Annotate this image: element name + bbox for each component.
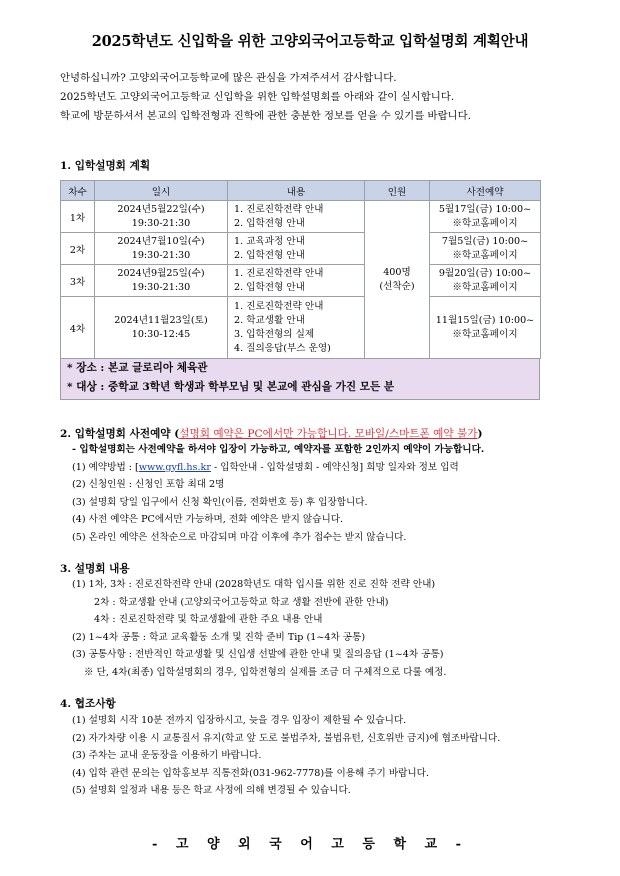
header-content: 내용 [228, 181, 365, 201]
plan-table [60, 180, 541, 359]
date-text: 2024년11월23일(토) [114, 314, 208, 326]
intro-line: 학교에 방문하셔서 본교의 입학전형과 진학에 관한 충분한 정보를 얻을 수 있기를 바랍니다. [60, 110, 472, 122]
capacity-text: 400명 [383, 266, 411, 278]
round-cell: 1차 [61, 201, 95, 233]
time-text: 19:30-21:30 [131, 217, 191, 229]
reservation-date: 9월20일(금) 10:00~ [438, 267, 532, 279]
reservation-cell [430, 265, 541, 297]
reservation-date: 7월5일(금) 10:00~ [441, 235, 529, 247]
section1-heading: 1. 입학설명회 계획 [60, 160, 151, 172]
list-item: (2) 자가차량 이용 시 교통질서 유지(학교 앞 도로 불법주차, 불법유턴, 신호위반 금지)에 협조바랍니다. [72, 732, 501, 744]
list-item: (4) 사전 예약은 PC에서만 가능하며, 전화 예약은 받지 않습니다. [72, 514, 344, 525]
table-header-row [61, 181, 541, 201]
reservation-date: 11월15일(금) 10:00~ [435, 314, 535, 326]
school-signature: - 고 양 외 국 어 고 등 학 교 - [151, 837, 469, 852]
method-prefix: (1) 예약방법 : [ [72, 461, 139, 473]
reservation-date: 5월17일(금) 10:00~ [438, 203, 532, 215]
reservation-note: ※학교홈페이지 [452, 217, 518, 229]
reservation-note: ※학교홈페이지 [452, 281, 518, 293]
content-cell [228, 265, 365, 297]
section3-body [60, 576, 560, 681]
capacity-cell [365, 201, 430, 359]
content-item: 2. 입학전형 안내 [234, 281, 305, 293]
school-website-link[interactable]: www.gyfl.hs.kr [138, 461, 211, 473]
list-item: (2) 신청인원 : 신청인 포함 최대 2명 [72, 479, 225, 490]
section2-heading-close: ) [477, 428, 483, 440]
datetime-cell [95, 201, 228, 233]
method-suffix: - 입학안내 - 입학설명회 - 예약신청] 희망 일자와 정보 입력 [210, 461, 459, 473]
round-cell: 2차 [61, 233, 95, 265]
round-cell: 4차 [61, 297, 95, 359]
section2-heading-text: 2. 입학설명회 사전예약 ( [60, 428, 180, 440]
reservation-note: ※학교홈페이지 [452, 328, 518, 340]
date-text: 2024년7월10일(수) [117, 235, 205, 247]
list-item: 4차 : 진로진학전략 및 학교생활에 관한 주요 내용 안내 [94, 614, 323, 625]
pc-only-warning: 설명회 예약은 PC에서만 가능합니다. 모바일/스마트폰 예약 불가 [179, 428, 478, 440]
reservation-cell [430, 201, 541, 233]
header-round: 차수 [61, 181, 95, 201]
date-text: 2024년9월25일(수) [117, 267, 205, 279]
page-title: 2025학년도 신입학을 위한 고양외국어고등학교 입학설명회 계획안내 [91, 33, 529, 50]
content-item: 1. 교육과정 안내 [234, 235, 305, 247]
datetime-cell [95, 297, 228, 359]
intro-line: 2025학년도 고양외국어고등학교 신입학을 위한 입학설명회를 아래와 같이 실시합니다. [60, 91, 455, 103]
content-item: 2. 입학전형 안내 [234, 217, 305, 229]
content-cell [228, 201, 365, 233]
round-cell: 3차 [61, 265, 95, 297]
capacity-note: (선착순) [379, 280, 415, 292]
intro-paragraph [60, 69, 580, 126]
event-notes-box [60, 359, 540, 400]
place-note: * 장소 : 본교 글로리아 체육관 [67, 362, 208, 374]
content-item: 4. 질의응답(부스 운영) [234, 342, 331, 354]
time-text: 10:30-12:45 [131, 328, 191, 340]
target-note: * 대상 : 중학교 3학년 학생과 학부모님 및 본교에 관심을 가진 모든 분 [67, 381, 395, 393]
header-datetime: 일시 [95, 181, 228, 201]
list-note: ※ 단, 4차(최종) 입학설명회의 경우, 입학전형의 실제를 조금 더 구체적으로 다룰 예정. [84, 666, 447, 678]
reservation-cell [430, 297, 541, 359]
list-item: (3) 설명회 당일 입구에서 신청 확인(이름, 전화번호 등) 후 입장합니다. [72, 496, 368, 508]
table-row [61, 265, 541, 297]
table-row [61, 233, 541, 265]
datetime-cell [95, 265, 228, 297]
content-item: 3. 입학전형의 실제 [234, 328, 315, 340]
header-capacity: 인원 [365, 181, 430, 201]
content-cell [228, 233, 365, 265]
content-item: 2. 입학전형 안내 [234, 249, 305, 261]
content-cell [228, 297, 365, 359]
list-item: (1) 1차, 3차 : 진로진학전략 안내 (2028학년도 대학 입시를 위한 진로 진학 전략 안내) [72, 579, 436, 590]
reservation-rule: - 입학설명회는 사전예약을 하셔야 입장이 가능하고, 예약자를 포함한 2인까지 예약이 가능합니다. [72, 444, 485, 455]
datetime-cell [95, 233, 228, 265]
table-row [61, 201, 541, 233]
section2-body [60, 441, 560, 546]
time-text: 19:30-21:30 [131, 249, 191, 261]
date-text: 2024년5월22일(수) [117, 203, 205, 215]
content-item: 1. 진로진학전략 안내 [234, 300, 324, 312]
header-reservation: 사전예약 [430, 181, 541, 201]
reservation-note: ※학교홈페이지 [452, 249, 518, 261]
list-item: (4) 입학 관련 문의는 입학홍보부 직통전화(031-962-7778)를 이용해 주기 바랍니다. [72, 767, 429, 779]
list-item: (5) 온라인 예약은 선착순으로 마감되며 마감 이후에 추가 접수는 받지 않습니다. [72, 531, 407, 543]
content-item: 2. 학교생활 안내 [234, 314, 305, 326]
content-item: 1. 진로진학전략 안내 [234, 203, 324, 215]
section4-heading: 4. 협조사항 [60, 698, 116, 710]
section2-heading [60, 426, 482, 441]
section4-body [60, 712, 560, 800]
list-item: (3) 주차는 교내 운동장을 이용하기 바랍니다. [72, 750, 262, 761]
list-item: (2) 1~4차 공통 : 학교 교육활동 소개 및 진학 준비 Tip (1~4차 공통) [72, 631, 366, 643]
list-item: (5) 설명회 일정과 내용 등은 학교 사정에 의해 변경될 수 있습니다. [72, 785, 351, 796]
reservation-cell [430, 233, 541, 265]
section3-heading: 3. 설명회 내용 [60, 563, 130, 575]
list-item [60, 459, 560, 477]
list-item: (3) 공통사항 : 전반적인 학교생활 및 신입생 선발에 관한 안내 및 질의응답 (1~4차 공통) [72, 649, 444, 660]
table-row [61, 297, 541, 359]
content-item: 1. 진로진학전략 안내 [234, 267, 324, 279]
list-item: 2차 : 학교생활 안내 (고양외국어고등학교 학교 생활 전반에 관한 안내) [94, 596, 389, 608]
time-text: 19:30-21:30 [131, 281, 191, 293]
list-item: (1) 설명회 시작 10분 전까지 입장하시고, 늦을 경우 입장이 제한될 수 있습니다. [72, 715, 407, 726]
intro-line: 안녕하십니까? 고양외국어고등학교에 많은 관심을 가져주셔서 감사합니다. [60, 72, 397, 84]
